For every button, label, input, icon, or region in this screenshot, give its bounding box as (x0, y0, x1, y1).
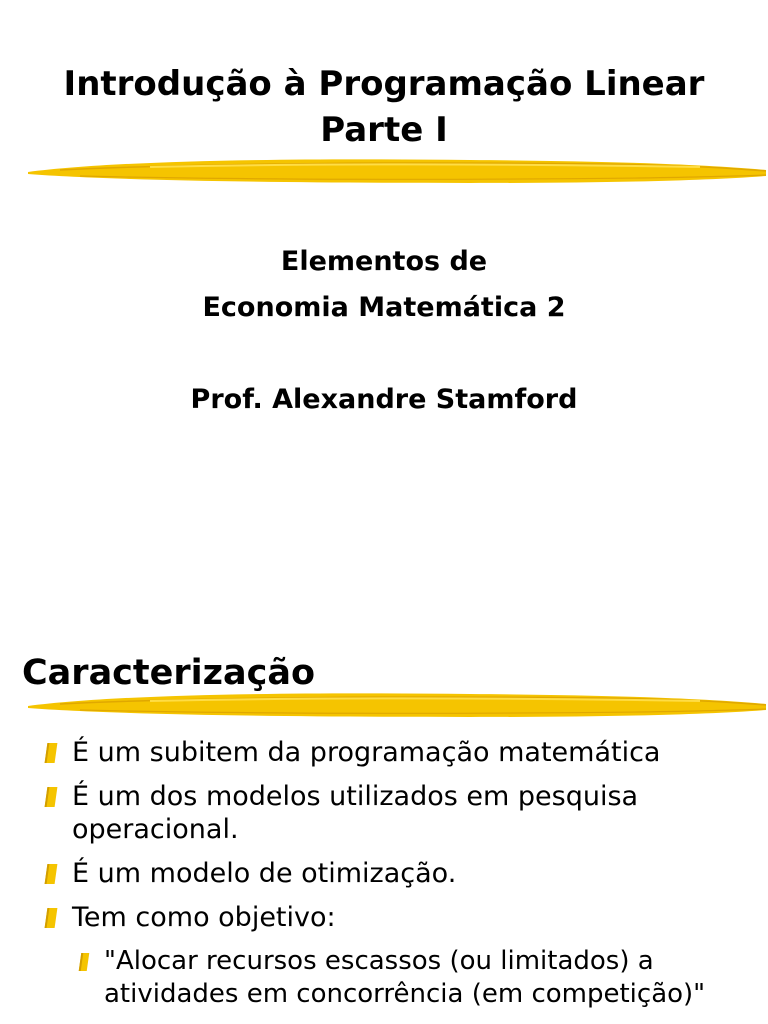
bullet-icon (45, 743, 58, 763)
bullet-list (0, 736, 768, 1011)
yellow-brush-stroke-icon (0, 150, 768, 190)
bullet-text: É um modelo de otimização. (72, 858, 457, 889)
author-name: Prof. Alexandre Stamford (190, 384, 578, 415)
bullet-icon (45, 787, 58, 807)
yellow-brush-stroke-icon (0, 684, 768, 724)
bullet-text: Tem como objetivo: (72, 902, 336, 933)
bullet-text: É um subitem da programação matemática (72, 737, 661, 768)
slide-title-line-1: Introdução à Programação Linear (63, 64, 705, 104)
list-item (0, 901, 768, 934)
subtitle-line-1: Elementos de (280, 246, 488, 277)
bullet-icon (45, 908, 58, 928)
subtitle-line-2: Economia Matemática 2 (202, 292, 566, 323)
sub-list-item (0, 945, 768, 1011)
content-slide (0, 640, 768, 1024)
slide-heading: Caracterização (22, 653, 316, 693)
list-item (0, 780, 768, 846)
slide-title-line-2: Parte I (320, 110, 448, 150)
sub-bullet-text: "Alocar recursos escassos (ou limitados) a atividades em concorrência (em competição)" (104, 946, 706, 1009)
sub-bullet-icon (79, 953, 90, 971)
list-item (0, 857, 768, 890)
bullet-text: É um dos modelos utilizados em pesquisa operacional. (72, 781, 639, 845)
bullet-icon (45, 864, 58, 884)
list-item (0, 736, 768, 769)
